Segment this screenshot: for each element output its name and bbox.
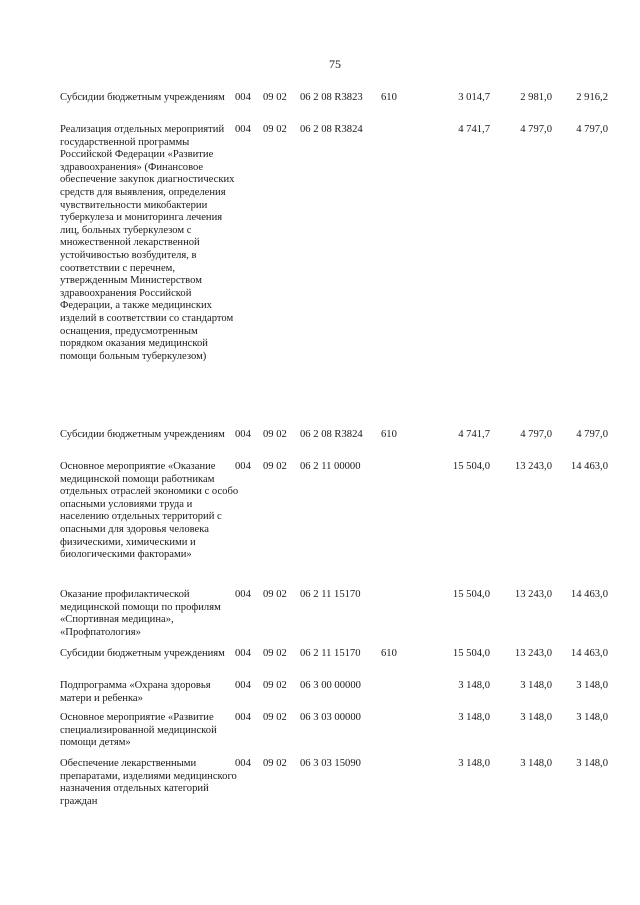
amount-year-3: 14 463,0 <box>570 589 608 600</box>
amount-year-2: 3 148,0 <box>520 712 552 723</box>
row-name: Субсидии бюджетным учреждениям <box>60 648 225 659</box>
amount-year-3: 3 148,0 <box>576 712 608 723</box>
target-code: 06 2 11 15170 <box>300 589 361 600</box>
amount-year-1: 3 148,0 <box>458 758 490 769</box>
page-number: 75 <box>329 57 341 71</box>
section-code: 09 02 <box>263 712 287 723</box>
amount-year-1: 4 741,7 <box>458 429 490 440</box>
section-code: 09 02 <box>263 429 287 440</box>
amount-year-1: 3 148,0 <box>458 680 490 691</box>
target-code: 06 3 03 15090 <box>300 758 361 769</box>
expense-type-code: 610 <box>381 648 397 659</box>
target-code: 06 2 11 00000 <box>300 461 361 472</box>
section-code: 09 02 <box>263 680 287 691</box>
ministry-code: 004 <box>235 429 251 440</box>
amount-year-2: 3 148,0 <box>520 758 552 769</box>
ministry-code: 004 <box>235 461 251 472</box>
target-code: 06 3 03 00000 <box>300 712 361 723</box>
row-name: Субсидии бюджетным учреждениям <box>60 92 225 103</box>
amount-year-2: 4 797,0 <box>520 429 552 440</box>
amount-year-3: 3 148,0 <box>576 680 608 691</box>
section-code: 09 02 <box>263 124 287 135</box>
amount-year-2: 3 148,0 <box>520 680 552 691</box>
row-name: Подпрограмма «Охрана здоровья матери и ребенка» <box>60 680 211 704</box>
ministry-code: 004 <box>235 92 251 103</box>
ministry-code: 004 <box>235 124 251 135</box>
target-code: 06 3 00 00000 <box>300 680 361 691</box>
row-name: Основное мероприятие «Развитие специализированной медицинской помощи детям» <box>60 712 217 749</box>
target-code: 06 2 08 R3824 <box>300 429 363 440</box>
expense-type-code: 610 <box>381 92 397 103</box>
amount-year-2: 13 243,0 <box>514 589 552 600</box>
expense-type-code: 610 <box>381 429 397 440</box>
amount-year-1: 15 504,0 <box>452 648 490 659</box>
ministry-code: 004 <box>235 680 251 691</box>
section-code: 09 02 <box>263 648 287 659</box>
amount-year-3: 4 797,0 <box>576 124 608 135</box>
ministry-code: 004 <box>235 648 251 659</box>
target-code: 06 2 08 R3823 <box>300 92 363 103</box>
ministry-code: 004 <box>235 589 251 600</box>
row-name: Основное мероприятие «Оказание медицинской помощи работникам отдельных отраслей экономики с особо опасными условиями труда и населению отдельных территорий с опасными для здоровья человека физическими, химическими и биологическими факторами» <box>60 461 239 561</box>
section-code: 09 02 <box>263 758 287 769</box>
row-name: Реализация отдельных мероприятий государственной программы Российской Федерации «Развитие здравоохранения» (Финансовое обеспечение закупок диагностических средств для выявления, определения чувствительности микобактерии туберкулеза и мониторинга лечения лиц, больных туберкулезом с множественной лекарственной устойчивостью возбудителя, в соответствии с перечнем, утвержденным Министерством здравоохранения Российской Федерации, а также медицинских изделий в соответствии со стандартом оснащения, предусмотренным порядком оказания медицинской помощи больным туберкулезом) <box>60 124 235 362</box>
amount-year-3: 2 916,2 <box>576 92 608 103</box>
ministry-code: 004 <box>235 758 251 769</box>
amount-year-1: 3 014,7 <box>458 92 490 103</box>
target-code: 06 2 11 15170 <box>300 648 361 659</box>
ministry-code: 004 <box>235 712 251 723</box>
amount-year-1: 15 504,0 <box>452 589 490 600</box>
section-code: 09 02 <box>263 92 287 103</box>
amount-year-1: 15 504,0 <box>452 461 490 472</box>
amount-year-3: 14 463,0 <box>570 461 608 472</box>
target-code: 06 2 08 R3824 <box>300 124 363 135</box>
amount-year-1: 4 741,7 <box>458 124 490 135</box>
amount-year-2: 4 797,0 <box>520 124 552 135</box>
amount-year-2: 13 243,0 <box>514 648 552 659</box>
amount-year-1: 3 148,0 <box>458 712 490 723</box>
amount-year-3: 4 797,0 <box>576 429 608 440</box>
row-name: Обеспечение лекарственными препаратами, изделиями медицинского назначения отдельных категорий граждан <box>60 758 237 807</box>
amount-year-2: 13 243,0 <box>514 461 552 472</box>
row-name: Субсидии бюджетным учреждениям <box>60 429 225 440</box>
section-code: 09 02 <box>263 461 287 472</box>
amount-year-3: 3 148,0 <box>576 758 608 769</box>
row-name: Оказание профилактической медицинской помощи по профилям «Спортивная медицина», «Профпатология» <box>60 589 221 638</box>
amount-year-3: 14 463,0 <box>570 648 608 659</box>
section-code: 09 02 <box>263 589 287 600</box>
amount-year-2: 2 981,0 <box>520 92 552 103</box>
